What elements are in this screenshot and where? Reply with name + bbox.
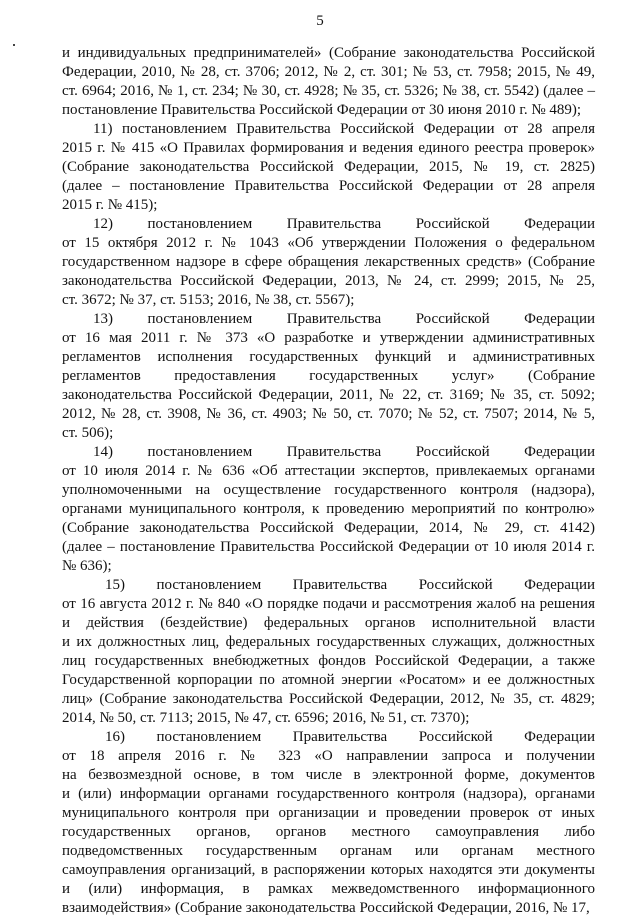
text-line: лиц государственных внебюджетных фондов Российской Федерации, а также (62, 653, 595, 669)
paragraph-item-13 (62, 310, 595, 443)
text-line: постановление Правительства Российской Федерации от 30 июня 2010 г. № 489); (62, 102, 582, 118)
text-line: ст. 506); (62, 425, 114, 441)
text-line: муниципального контроля при организации и проведении проверок от иных (62, 805, 595, 821)
text-line: 15) постановлением Правительства Российской Федерации (105, 577, 595, 593)
paragraph-item-15 (62, 576, 595, 728)
text-line: 16) постановлением Правительства Российской Федерации (105, 729, 595, 745)
scan-speck (13, 44, 15, 46)
text-line: законодательства Российской Федерации, 2011, № 22, ст. 3169; № 35, ст. 5092; (62, 387, 595, 403)
text-line: уполномоченными на осуществление государственного контроля (надзора), (62, 482, 595, 498)
text-line: от 15 октября 2012 г. № 1043 «Об утверждении Положения о федеральном (62, 235, 595, 251)
paragraph-item-14 (62, 443, 595, 576)
text-line: 12) постановлением Правительства Российской Федерации (93, 216, 595, 232)
text-line: (Собрание законодательства Российской Федерации, 2014, № 29, ст. 4142) (62, 520, 595, 536)
paragraph-item-11 (62, 120, 595, 215)
text-line: от 16 мая 2011 г. № 373 «О разработке и утверждении административных (62, 330, 595, 346)
text-line: и (или) информация, в рамках межведомственного информационного (62, 881, 595, 897)
paragraph-item-16 (62, 728, 595, 918)
text-line: и их должностных лиц, федеральных государственных служащих, должностных (62, 634, 595, 650)
text-line: (далее – постановление Правительства Российской Федерации от 28 апреля (62, 178, 595, 194)
text-line: регламентов предоставления государственных услуг» (Собрание (62, 368, 595, 384)
text-line: от 10 июля 2014 г. № 636 «Об аттестации экспертов, привлекаемых органами (62, 463, 595, 479)
text-line: Государственной корпорации по атомной энергии «Росатом» и ее должностных (62, 672, 595, 688)
text-line: органами муниципального контроля, к проведению мероприятий по контролю» (62, 501, 595, 517)
text-line: 14) постановлением Правительства Российской Федерации (93, 444, 595, 460)
text-line: ст. 3672; № 37, ст. 5153; 2016, № 38, ст. 5567); (62, 292, 355, 308)
text-line: государственных органов, органов местного самоуправления либо (62, 824, 595, 840)
text-line: Федерации, 2010, № 28, ст. 3706; 2012, № 2, ст. 301; № 53, ст. 7958; 2015, № 49, (62, 64, 595, 80)
text-line: 13) постановлением Правительства Российской Федерации (93, 311, 595, 327)
text-line: от 18 апреля 2016 г. № 323 «О направлении запроса и получении (62, 748, 595, 764)
text-line: 11) постановлением Правительства Российской Федерации от 28 апреля (93, 121, 595, 137)
page-number: 5 (316, 13, 324, 29)
text-line: (далее – постановление Правительства Российской Федерации от 10 июля 2014 г. (62, 539, 595, 555)
text-line: 2015 г. № 415 «О Правилах формирования и ведения единого реестра проверок» (62, 140, 595, 156)
paragraph-continuation (62, 44, 595, 120)
text-line: ст. 6964; 2016, № 1, ст. 234; № 30, ст. 4928; № 35, ст. 5326; № 38, ст. 5542) (далее – (62, 83, 595, 99)
text-line: 2015 г. № 415); (62, 197, 158, 213)
text-line: (Собрание законодательства Российской Федерации, 2015, № 19, ст. 2825) (62, 159, 595, 175)
text-line: лиц» (Собрание законодательства Российской Федерации, 2012, № 35, ст. 4829; (62, 691, 595, 707)
text-line: и действия (бездействие) федеральных органов исполнительной власти (62, 615, 595, 631)
document-body (62, 44, 595, 918)
text-line: на безвозмездной основе, в том числе в электронной форме, документов (62, 767, 595, 783)
text-line: № 636); (62, 558, 112, 574)
text-line: государственном надзоре в сфере обращения лекарственных средств» (Собрание (62, 254, 595, 270)
text-line: и (или) информации органами государственного контроля (надзора), органами (62, 786, 595, 802)
paragraph-item-12 (62, 215, 595, 310)
text-line: 2012, № 28, ст. 3908, № 36, ст. 4903; № 50, ст. 7070; № 52, ст. 7507; 2014, № 5, (62, 406, 595, 422)
text-line: от 16 августа 2012 г. № 840 «О порядке подачи и рассмотрения жалоб на решения (62, 596, 595, 612)
text-line: и индивидуальных предпринимателей» (Собрание законодательства Российской (62, 45, 595, 61)
text-line: взаимодействия» (Собрание законодательства Российской Федерации, 2016, № 17, (62, 900, 590, 916)
text-line: подведомственных государственным органам или органам местного (62, 843, 595, 859)
text-line: самоуправления организаций, в распоряжении которых находятся эти документы (62, 862, 595, 878)
text-line: регламентов исполнения государственных функций и административных (62, 349, 595, 365)
text-line: законодательства Российской Федерации, 2013, № 24, ст. 2999; 2015, № 25, (62, 273, 595, 289)
text-line: 2014, № 50, ст. 7113; 2015, № 47, ст. 6596; 2016, № 51, ст. 7370); (62, 710, 470, 726)
